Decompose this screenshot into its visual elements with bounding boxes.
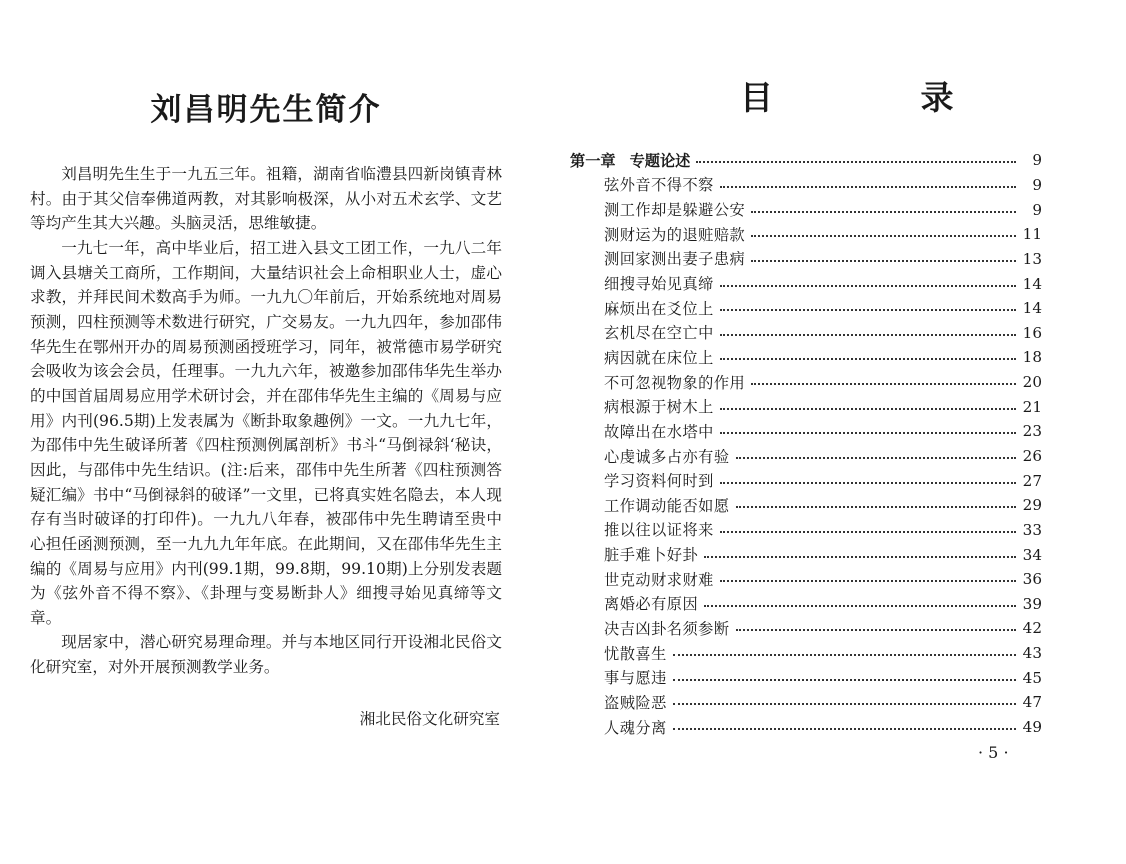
toc-page-number: 29 xyxy=(1022,496,1042,515)
toc-page-number: 36 xyxy=(1022,570,1042,589)
toc-page-number: 16 xyxy=(1022,323,1042,342)
toc-dot-leader xyxy=(720,334,1016,336)
toc-page-number: 47 xyxy=(1022,693,1042,712)
toc-list xyxy=(570,148,1042,739)
toc-dot-leader xyxy=(696,161,1016,163)
page-number: · 5 · xyxy=(978,743,1009,762)
toc-page-number: 11 xyxy=(1022,225,1042,244)
toc-dot-leader xyxy=(673,728,1016,730)
toc-dot-leader xyxy=(704,556,1016,558)
toc-entry-label: 脏手难卜好卦 xyxy=(604,546,699,565)
toc-entry-label: 人魂分离 xyxy=(604,718,667,737)
toc-page-number: 14 xyxy=(1022,299,1042,318)
toc-dot-leader xyxy=(673,679,1016,681)
toc-dot-leader xyxy=(720,580,1016,582)
toc-entry-row xyxy=(570,197,1042,222)
toc-entry-label: 决吉凶卦名须参断 xyxy=(604,619,730,638)
toc-dot-leader xyxy=(673,703,1016,705)
bio-signature: 湘北民俗文化研究室 xyxy=(359,710,500,728)
left-page xyxy=(30,0,502,864)
toc-entry-label: 病因就在床位上 xyxy=(604,348,714,367)
bio-paragraph-2: 一九七一年，高中毕业后，招工进入县文工团工作，一九八二年调入县塘关工商所，工作期间，大量结识社会上命相职业人士，虚心求教，并拜民间术数高手为师。一九九〇年前后，开始系统地对周易预测，四柱预测等术数进行研究，广交易友。一九九四年，参加邵伟华先生在鄂州开办的周易预测函授班学习，同年，被常德市易学研究会吸收为该会会员，任理事。一九九六年，被邀参加邵伟华先生举办的中国首届周易应用学术研讨会，并在邵伟华先生主编的《周易与应用》内刊(96.5期)上发表属为《断卦取象趣例》一文。一九九七年，为邵伟中先生破译所著《四柱预测例属剖析》书斗“马倒禄斜‘秘诀，因此，与邵伟中先生结识。(注:后来，邵伟中先生所著《四柱预测答疑汇编》书中“马倒禄斜的破译”一文里，已将真实姓名隐去，本人现存有当时破译的打印件)。一九九八年春，被邵伟中先生聘请至贵中心担任函测预测，至一九九九年年底。在此期间，又在邵伟华先生主编的《周易与应用》内刊(99.1期，99.8期，99.10期)上分别发表题为《弦外音不得不察》、《卦理与变易断卦人》细搜寻始见真缔等文章。 xyxy=(30,238,502,627)
toc-page-number: 9 xyxy=(1032,151,1042,170)
right-page xyxy=(570,0,1050,864)
toc-dot-leader xyxy=(720,358,1016,360)
toc-entry-label: 忧散喜生 xyxy=(604,644,667,663)
toc-dot-leader xyxy=(736,506,1017,508)
toc-entry-row xyxy=(570,567,1042,592)
toc-page-number: 34 xyxy=(1022,545,1042,564)
toc-entry-label: 故障出在水塔中 xyxy=(604,422,714,441)
toc-entry-label: 测回家测出妻子患病 xyxy=(604,250,746,269)
toc-entry-label: 推以往以证将来 xyxy=(604,521,714,540)
bio-paragraph-3: 现居家中，潜心研究易理命理。并与本地区同行开设湘北民俗文化研究室，对外开展预测教学业务。 xyxy=(30,633,502,677)
toc-entry-row xyxy=(570,320,1042,345)
toc-entry-label: 专题论述 xyxy=(629,151,691,170)
toc-entry-label: 工作调动能否如愿 xyxy=(604,496,730,515)
toc-dot-leader xyxy=(720,309,1016,311)
toc-page-number: 9 xyxy=(1032,175,1042,194)
toc-entry-label: 麻烦出在爻位上 xyxy=(604,299,714,318)
toc-page-number: 21 xyxy=(1022,397,1042,416)
toc-dot-leader xyxy=(673,654,1016,656)
toc-entry-label: 离婚必有原因 xyxy=(604,595,699,614)
toc-dot-leader xyxy=(736,629,1017,631)
toc-dot-leader xyxy=(720,186,1016,188)
toc-dot-leader xyxy=(751,260,1016,262)
toc-chapter-number: 第一章 xyxy=(570,151,616,170)
toc-entry-row xyxy=(570,542,1042,567)
toc-entry-row xyxy=(570,345,1042,370)
toc-entry-label: 盗贼险恶 xyxy=(604,693,667,712)
toc-entry-label: 事与愿违 xyxy=(604,669,667,688)
toc-entry-label: 弦外音不得不察 xyxy=(604,176,714,195)
toc-entry-row xyxy=(570,271,1042,296)
toc-chapter-row xyxy=(570,148,1042,173)
bio-paragraph-1: 刘昌明先生生于一九五三年。祖籍，湖南省临澧县四新岗镇青林村。由于其父信奉佛道两教，对其影响极深，从小对五术玄学、文艺等均产生其大兴趣。头脑灵活，思维敏捷。 xyxy=(30,165,502,233)
toc-title: 目 录 xyxy=(740,78,1022,117)
toc-page-number: 18 xyxy=(1022,348,1042,367)
toc-dot-leader xyxy=(720,408,1016,410)
toc-dot-leader xyxy=(704,605,1016,607)
toc-entry-row xyxy=(570,715,1042,740)
toc-page-number: 27 xyxy=(1022,471,1042,490)
toc-page-number: 13 xyxy=(1022,249,1042,268)
toc-page-number: 14 xyxy=(1022,274,1042,293)
toc-entry-row xyxy=(570,222,1042,247)
toc-entry-row xyxy=(570,173,1042,198)
toc-entry-row xyxy=(570,616,1042,641)
toc-page-number: 49 xyxy=(1022,718,1042,737)
toc-page-number: 43 xyxy=(1022,644,1042,663)
toc-entry-row xyxy=(570,419,1042,444)
bio-body xyxy=(30,162,502,680)
bio-title: 刘昌明先生简介 xyxy=(150,92,382,128)
toc-entry-row xyxy=(570,690,1042,715)
toc-entry-label: 测财运为的退赃赔款 xyxy=(604,225,746,244)
toc-dot-leader xyxy=(720,432,1016,434)
toc-entry-row xyxy=(570,394,1042,419)
toc-entry-label: 学习资料何时到 xyxy=(604,472,714,491)
toc-entry-row xyxy=(570,468,1042,493)
toc-entry-label: 玄机尽在空亡中 xyxy=(604,324,714,343)
toc-entry-label: 细搜寻始见真缔 xyxy=(604,275,714,294)
toc-entry-row xyxy=(570,370,1042,395)
toc-dot-leader xyxy=(751,235,1016,237)
toc-dot-leader xyxy=(720,531,1016,533)
toc-page-number: 39 xyxy=(1022,594,1042,613)
toc-entry-label: 病根源于树木上 xyxy=(604,398,714,417)
toc-page-number: 20 xyxy=(1022,373,1042,392)
toc-entry-row xyxy=(570,665,1042,690)
toc-page-number: 45 xyxy=(1022,668,1042,687)
toc-entry-label: 世克动财求财难 xyxy=(604,570,714,589)
toc-entry-row xyxy=(570,592,1042,617)
toc-entry-label: 测工作却是躲避公安 xyxy=(604,201,746,220)
toc-entry-row xyxy=(570,247,1042,272)
toc-page-number: 9 xyxy=(1032,200,1042,219)
toc-entry-label: 不可忽视物象的作用 xyxy=(604,373,746,392)
toc-dot-leader xyxy=(751,383,1016,385)
toc-dot-leader xyxy=(736,457,1017,459)
toc-page-number: 26 xyxy=(1022,447,1042,465)
toc-entry-label: 心虔诚多占亦有验 xyxy=(604,447,730,466)
toc-entry-row xyxy=(570,641,1042,666)
toc-entry-row xyxy=(570,296,1042,321)
toc-page-number: 23 xyxy=(1022,422,1042,441)
toc-entry-row xyxy=(570,444,1042,469)
toc-entry-row xyxy=(570,493,1042,518)
toc-page-number: 33 xyxy=(1022,520,1042,539)
toc-dot-leader xyxy=(720,285,1016,287)
toc-page-number: 42 xyxy=(1022,619,1042,638)
toc-entry-row xyxy=(570,518,1042,543)
toc-dot-leader xyxy=(751,211,1016,213)
toc-dot-leader xyxy=(720,482,1016,484)
